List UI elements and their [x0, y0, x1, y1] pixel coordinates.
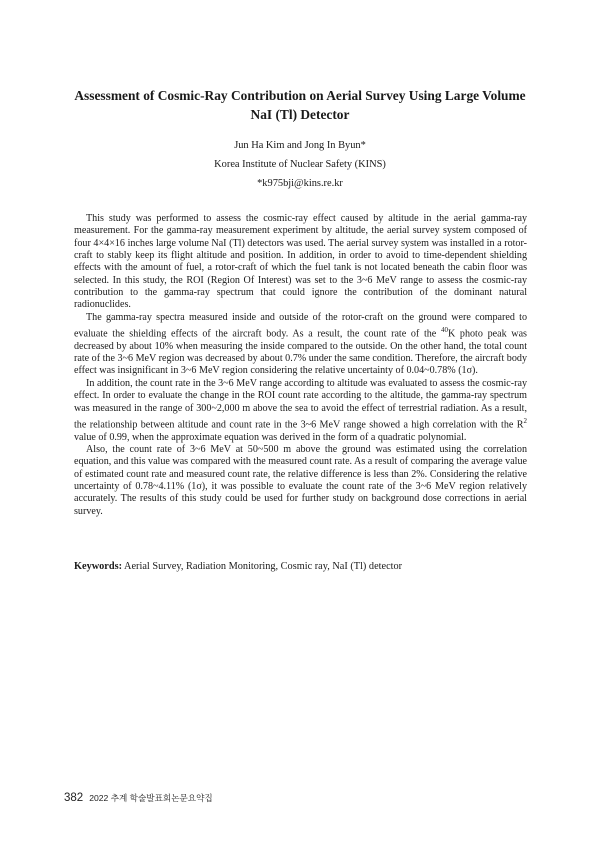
title-line-2: NaI (Tl) Detector	[250, 107, 350, 122]
page-footer	[64, 792, 213, 804]
abstract-paragraph-4: Also, the count rate of 3~6 MeV at 50~500 m above the ground was estimated using the correlation equation, and this value was compared with the measured count rate. As a result of comparing the average value of estimated count rate and measured count rate, the relative difference is less than 2%. Considering the relative uncertainty of 0.78~4.11% (1σ), it was possible to evaluate the count rate of the 3~6 MeV region relatively accurately. The results of this study could be used for further study on background dose corrections in aerial survey.	[74, 443, 527, 517]
keywords	[74, 560, 527, 573]
abstract-paragraph-3	[74, 378, 527, 444]
page-number: 382	[64, 792, 84, 804]
paragraph-2-text-b: K photo peak was decreased by about 10% when measuring the inside compared to the outside. On the other hand, the total count rate of the 3~6 MeV region was decreased by about 0.7% under the same condition. Therefore, the aircraft body effect was insignificant in 3~6 MeV region considering the relative uncertainty of 0.04~0.78% (1σ).	[74, 328, 527, 377]
proceedings-title: 2022 추계 학술발표회논문요약집	[89, 793, 213, 803]
affiliation: Korea Institute of Nuclear Safety (KINS)	[214, 159, 386, 170]
r-squared-superscript: 2	[523, 416, 527, 425]
paragraph-3-text-a: In addition, the count rate in the 3~6 MeV range according to altitude was evaluated to assess the cosmic-ray effect. In order to evaluate the change in the ROI count rate according to the altitude, the gamma-ray spectrum was measured in the range of 300~2,000 m above the sea to avoid the effect of terrestrial radiation. As a result, the relationship between altitude and count rate in the 3~6 MeV range showed a high correlation with the R	[74, 377, 527, 431]
paragraph-2-text-a: The gamma-ray spectra measured inside and outside of the rotor-craft on the ground were compared to evaluate the shielding effects of the aircraft body. As a result, the count rate of the	[74, 311, 527, 340]
title-line-1: Assessment of Cosmic-Ray Contribution on Aerial Survey Using Large Volume	[74, 88, 526, 103]
paragraph-3-text-b: value of 0.99, when the approximate equation was derived in the form of a quadratic polynomial.	[74, 431, 467, 443]
authors: Jun Ha Kim and Jong In Byun*	[234, 140, 366, 151]
abstract-body	[74, 213, 527, 518]
isotope-superscript: 40	[440, 326, 448, 335]
email: *k975bji@kins.re.kr	[257, 178, 343, 189]
abstract-paragraph-1: This study was performed to assess the cosmic-ray effect caused by altitude in the aerial gamma-ray measurement. For the gamma-ray measurement experiment by altitude, the aerial survey system composed of four 4×4×16 inches large volume NaI (Tl) detectors was used. The aerial survey system was installed in a rotor-craft to stably keep its flight altitude and position. In addition, in order to avoid to time-dependent shielding effects with the amount of fuel, a rotor-craft of which the fuel tank is not located beneath the cabin floor was selected. In this study, the ROI (Region Of Interest) was set to the 3~6 MeV range to assess the cosmic-ray contribution to the gamma-ray spectrum that could ignore the contribution of the dominant natural radionuclides.	[74, 213, 527, 311]
abstract-paragraph-2	[74, 312, 527, 378]
paper-title	[60, 86, 540, 124]
keywords-label: Keywords:	[74, 561, 123, 572]
keywords-text: Aerial Survey, Radiation Monitoring, Cosmic ray, NaI (Tl) detector	[122, 561, 403, 572]
